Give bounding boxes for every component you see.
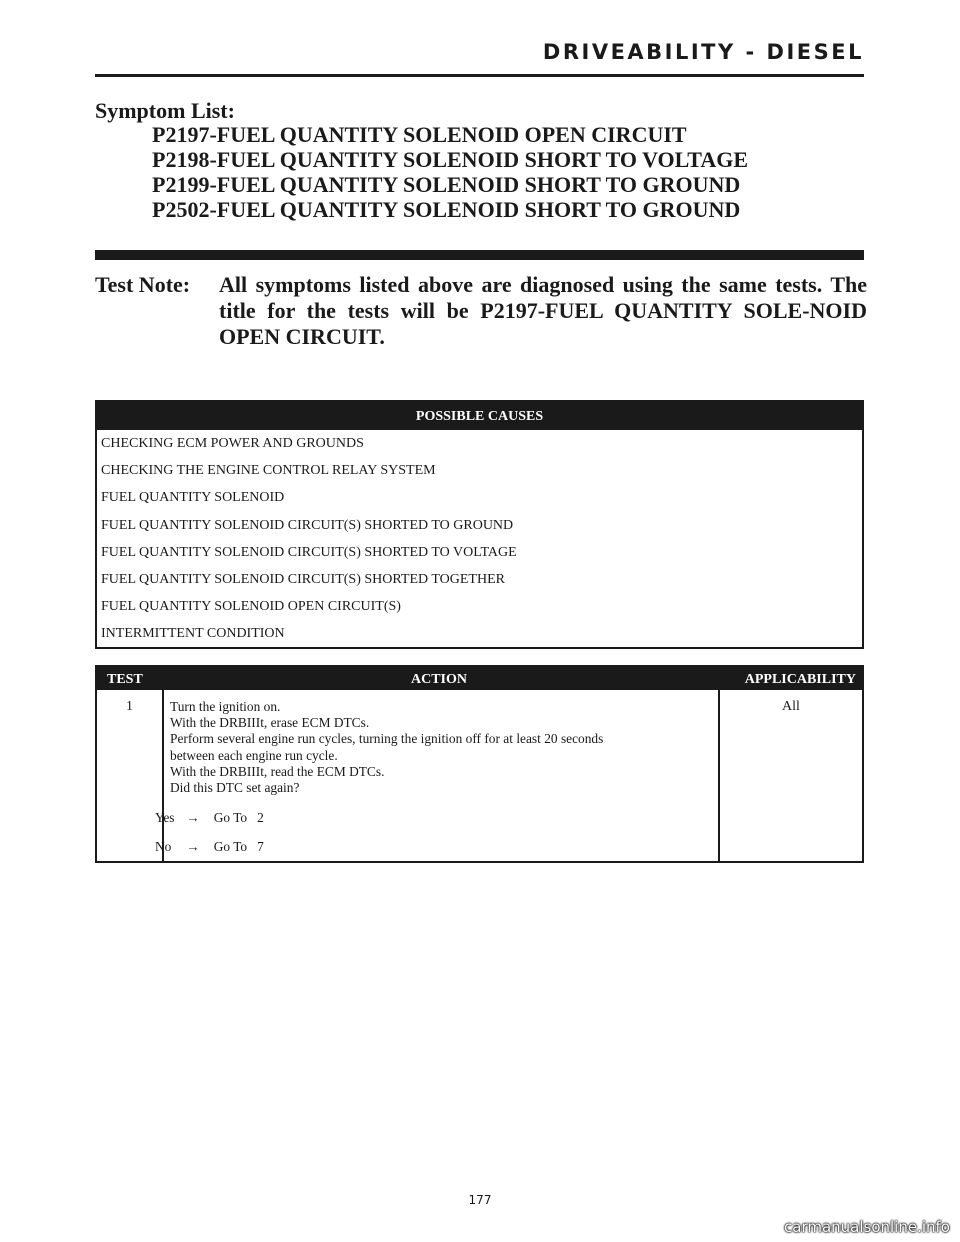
watermark: carmanualsonline.info xyxy=(784,1218,950,1236)
branch-label: No xyxy=(155,839,172,854)
cause-item: FUEL QUANTITY SOLENOID OPEN CIRCUIT(S) xyxy=(101,599,401,615)
column-divider xyxy=(162,690,164,861)
header-divider xyxy=(95,74,864,77)
symptom-item: P2198-FUEL QUANTITY SOLENOID SHORT TO VOLTAGE xyxy=(152,147,748,172)
section-title: DRIVEABILITY - DIESEL xyxy=(542,40,864,64)
action-line: Did this DTC set again? xyxy=(170,780,300,796)
cause-item: FUEL QUANTITY SOLENOID xyxy=(101,490,285,506)
cause-item: FUEL QUANTITY SOLENOID CIRCUIT(S) SHORTED TOGETHER xyxy=(101,571,505,587)
goto-step: 7 xyxy=(257,839,264,854)
column-header-action: ACTION xyxy=(411,672,468,687)
test-table-header xyxy=(97,667,862,690)
symptom-item: P2502-FUEL QUANTITY SOLENOID SHORT TO GROUND xyxy=(152,197,741,222)
possible-causes-list xyxy=(97,430,862,648)
symptom-list-heading: Symptom List: xyxy=(95,98,235,123)
applicability-cell: All xyxy=(782,699,800,714)
action-line: Perform several engine run cycles, turning the ignition off for at least 20 seconds xyxy=(170,731,604,747)
branch-no xyxy=(155,839,264,855)
goto-label: Go To xyxy=(213,810,248,825)
action-line: With the DRBIIIt, read the ECM DTCs. xyxy=(170,763,385,779)
symptom-item: P2197-FUEL QUANTITY SOLENOID OPEN CIRCUIT xyxy=(152,122,687,147)
goto-label: Go To xyxy=(213,839,248,854)
branch-yes xyxy=(155,810,264,826)
test-number: 1 xyxy=(126,699,133,714)
cause-item: INTERMITTENT CONDITION xyxy=(101,626,285,642)
action-line: Turn the ignition on. xyxy=(170,699,281,714)
goto-step: 2 xyxy=(257,810,264,825)
possible-causes-header: POSSIBLE CAUSES xyxy=(97,402,862,430)
cause-item: CHECKING ECM POWER AND GROUNDS xyxy=(101,436,364,451)
branch-label: Yes xyxy=(155,810,175,825)
column-divider xyxy=(718,690,720,861)
test-table xyxy=(95,665,864,863)
cause-item: CHECKING THE ENGINE CONTROL RELAY SYSTEM xyxy=(101,463,436,479)
column-header-test: TEST xyxy=(107,672,143,687)
arrow-right-icon: → xyxy=(186,839,200,854)
cause-item: FUEL QUANTITY SOLENOID CIRCUIT(S) SHORTED TO VOLTAGE xyxy=(101,544,517,560)
symptom-item: P2199-FUEL QUANTITY SOLENOID SHORT TO GROUND xyxy=(152,172,741,197)
action-cell xyxy=(170,699,716,796)
action-line: between each engine run cycle. xyxy=(170,747,338,763)
symptom-list xyxy=(152,122,748,222)
action-line: With the DRBIIIt, erase ECM DTCs. xyxy=(170,715,370,731)
test-note-label: Test Note: xyxy=(95,272,191,297)
arrow-right-icon: → xyxy=(186,810,200,825)
test-note-text: All symptoms listed above are diagnosed using the same tests. The title for the tests will be P2197-FUEL QUANTITY SOLE-NOID OPEN CIRCUIT. xyxy=(219,272,867,349)
table-row xyxy=(97,690,862,861)
page-number: 177 xyxy=(468,1193,492,1207)
section-divider xyxy=(95,250,864,260)
possible-causes-box xyxy=(95,400,864,649)
column-header-applicability: APPLICABILITY xyxy=(744,672,856,687)
cause-item: FUEL QUANTITY SOLENOID CIRCUIT(S) SHORTED TO GROUND xyxy=(101,517,514,533)
